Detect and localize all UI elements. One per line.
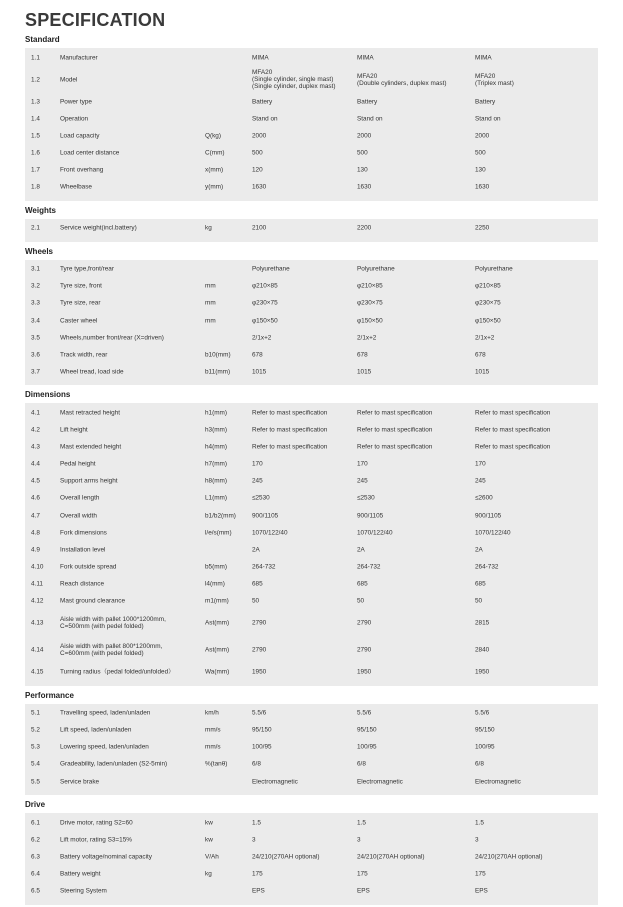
spec-value-model-3: 1630	[475, 183, 490, 191]
spec-row	[25, 49, 598, 66]
spec-value-model-1: 1015	[252, 368, 267, 376]
spec-value-model-3: EPS	[475, 887, 488, 895]
spec-row	[25, 127, 598, 144]
spec-value-model-1: 1950	[252, 668, 267, 676]
spec-value-model-2: 264-732	[357, 563, 381, 571]
spec-value-model-2: Refer to mast specification	[357, 409, 433, 417]
spec-sections	[25, 32, 598, 907]
spec-row	[25, 312, 598, 329]
spec-row-item: Mast retracted height	[60, 409, 121, 417]
spec-value-model-2: φ210×85	[357, 282, 383, 290]
spec-value-model-2: 3	[357, 836, 361, 844]
spec-value-model-3: Refer to mast specification	[475, 409, 551, 417]
spec-row-unit: %(tanθ)	[205, 760, 228, 768]
spec-value-model-3: 1950	[475, 668, 490, 676]
spec-value-model-1: 1070/122/40	[252, 529, 288, 537]
spec-row-item: Mast extended height	[60, 443, 122, 451]
spec-value-model-3: Refer to mast specification	[475, 426, 551, 434]
spec-value-model-2: φ150×50	[357, 316, 383, 324]
spec-value-model-3: Stand on	[475, 115, 501, 123]
spec-row-item: Load center distance	[60, 149, 120, 157]
spec-value-model-1: 1.5	[252, 819, 261, 827]
spec-value-model-2: MIMA	[357, 53, 374, 61]
spec-value-model-1: 2790	[252, 646, 267, 654]
spec-value-model-2: 2A	[357, 546, 365, 554]
spec-row-number: 1.4	[31, 115, 40, 123]
spec-row-number: 4.8	[31, 529, 40, 537]
spec-row-item: Fork dimensions	[60, 529, 107, 537]
spec-row-item: Power type	[60, 98, 92, 106]
spec-row-number: 1.8	[31, 183, 40, 191]
spec-row-number: 3.5	[31, 334, 40, 342]
spec-row-number: 4.9	[31, 546, 40, 554]
section-heading-performance: Performance	[25, 690, 74, 700]
page-title: SPECIFICATION	[25, 10, 166, 30]
spec-value-model-3: 5.5/6	[475, 709, 490, 717]
spec-row-number: 3.4	[31, 316, 40, 324]
spec-row-number: 3.2	[31, 282, 40, 290]
spec-value-model-1: 100/95	[252, 743, 272, 751]
spec-value-model-1: 175	[252, 870, 263, 878]
spec-value-model-3: 6/8	[475, 760, 484, 768]
spec-row-number: 3.7	[31, 368, 40, 376]
spec-value-model-2: 2200	[357, 224, 372, 232]
section-heading-weights: Weights	[25, 205, 56, 215]
spec-row	[25, 295, 598, 312]
spec-value-model-1: 685	[252, 580, 263, 588]
spec-value-model-2: Refer to mast specification	[357, 443, 433, 451]
spec-value-model-3: 1.5	[475, 819, 484, 827]
spec-row-unit: b11(mm)	[205, 368, 231, 376]
spec-row-item: Battery weight	[60, 870, 101, 878]
spec-row-item: Tyre size, rear	[60, 299, 101, 307]
spec-value-model-3: 24/210(270AH optional)	[475, 853, 543, 861]
spec-value-model-2: 678	[357, 351, 368, 359]
spec-value-model-1: 500	[252, 149, 263, 157]
spec-value-model-3: 2A	[475, 546, 483, 554]
section-table-weights	[25, 219, 598, 242]
spec-value-model-3: 678	[475, 351, 486, 359]
spec-row-item: Wheelbase	[60, 183, 92, 191]
spec-value-model-3: φ230×75	[475, 299, 501, 307]
spec-value-model-3: 500	[475, 149, 486, 157]
spec-value-model-1: φ210×85	[252, 282, 278, 290]
spec-row	[25, 739, 598, 756]
spec-row-item: Steering System	[60, 887, 107, 895]
spec-row-item: Reach distance	[60, 580, 105, 588]
spec-value-model-1: Refer to mast specification	[252, 409, 328, 417]
spec-value-model-2: 2790	[357, 646, 372, 654]
spec-row-number: 1.3	[31, 98, 40, 106]
spec-row-unit: b5(mm)	[205, 563, 228, 571]
spec-row-unit: Ast(mm)	[205, 619, 230, 627]
spec-value-model-1: Stand on	[252, 115, 278, 123]
spec-row	[25, 179, 598, 196]
spec-value-model-1: Refer to mast specification	[252, 443, 328, 451]
spec-value-model-2: 100/95	[357, 743, 377, 751]
spec-row-item: Track width, rear	[60, 351, 108, 359]
spec-value-model-2: 130	[357, 166, 368, 174]
spec-row	[25, 439, 598, 456]
spec-row-number: 3.6	[31, 351, 40, 359]
spec-value-model-1: 50	[252, 597, 260, 605]
spec-value-model-3: MFA20 (Triplex mast)	[475, 72, 514, 87]
spec-row-number: 4.6	[31, 494, 40, 502]
spec-row-unit: h8(mm)	[205, 477, 228, 485]
spec-row-number: 4.15	[31, 668, 44, 676]
spec-row	[25, 220, 598, 237]
spec-value-model-1: Electromagnetic	[252, 777, 298, 785]
spec-row	[25, 575, 598, 592]
spec-value-model-3: 2840	[475, 646, 490, 654]
spec-value-model-3: 245	[475, 477, 486, 485]
spec-value-model-3: Electromagnetic	[475, 777, 521, 785]
spec-value-model-2: 24/210(270AH optional)	[357, 853, 425, 861]
spec-row-item: Battery voltage/nominal capacity	[60, 853, 153, 861]
spec-row	[25, 93, 598, 110]
spec-row-unit: Wa(mm)	[205, 668, 230, 676]
spec-row-number: 1.2	[31, 75, 40, 83]
section-table-performance	[25, 704, 598, 795]
spec-value-model-3: ≤2600	[475, 494, 493, 502]
spec-row-number: 5.5	[31, 777, 40, 785]
spec-value-model-2: 95/150	[357, 726, 377, 734]
spec-row	[25, 507, 598, 524]
spec-row-item: Overall length	[60, 494, 100, 502]
spec-row-number: 5.1	[31, 709, 40, 717]
spec-value-model-2: 500	[357, 149, 368, 157]
spec-row-number: 5.2	[31, 726, 40, 734]
spec-row	[25, 722, 598, 739]
spec-row-unit: h7(mm)	[205, 460, 228, 468]
spec-row-item: Installation level	[60, 546, 106, 554]
spec-row-item: Service weight(incl.battery)	[60, 224, 137, 232]
section-table-drive	[25, 813, 598, 904]
spec-value-model-1: 1630	[252, 183, 267, 191]
spec-value-model-2: 1630	[357, 183, 372, 191]
spec-row-number: 4.14	[31, 646, 44, 654]
spec-row-number: 5.3	[31, 743, 40, 751]
spec-row	[25, 610, 598, 637]
spec-row-unit: x(mm)	[205, 166, 224, 174]
spec-row-item: Travelling speed, laden/unladen	[60, 709, 151, 717]
spec-row-number: 4.10	[31, 563, 44, 571]
spec-value-model-3: 100/95	[475, 743, 495, 751]
spec-row-item: Lowering speed, laden/unladen	[60, 743, 149, 751]
spec-row	[25, 456, 598, 473]
spec-value-model-2: 1.5	[357, 819, 366, 827]
spec-value-model-3: φ210×85	[475, 282, 501, 290]
spec-row-unit: mm/s	[205, 726, 221, 734]
spec-row	[25, 814, 598, 831]
spec-value-model-2: Electromagnetic	[357, 777, 403, 785]
spec-row-number: 2.1	[31, 224, 40, 232]
spec-row-item: Operation	[60, 115, 89, 123]
spec-value-model-2: 1950	[357, 668, 372, 676]
spec-row-unit: Q(kg)	[205, 132, 221, 140]
spec-row-item: Fork outside spread	[60, 563, 117, 571]
spec-row-item: Turning radius（pedal folded/unfolded）	[60, 668, 175, 676]
spec-value-model-2: 2000	[357, 132, 372, 140]
spec-row-unit: kg	[205, 224, 212, 232]
spec-row-unit: h4(mm)	[205, 443, 228, 451]
spec-value-model-2: 2/1x+2	[357, 334, 377, 342]
spec-value-model-3: 170	[475, 460, 486, 468]
spec-value-model-1: EPS	[252, 887, 265, 895]
spec-value-model-1: 264-732	[252, 563, 276, 571]
spec-value-model-3: 1070/122/40	[475, 529, 511, 537]
spec-row-item: Aisle width with pallet 800*1200mm, C=600mm (with pedel folded)	[60, 642, 163, 658]
spec-row	[25, 524, 598, 541]
spec-value-model-3: 1015	[475, 368, 490, 376]
spec-value-model-1: MFA20 (Single cylinder, single mast) (Single cylinder, duplex mast)	[252, 68, 336, 91]
spec-value-model-1: 95/150	[252, 726, 272, 734]
spec-value-model-2: 6/8	[357, 760, 366, 768]
spec-row-unit: mm	[205, 282, 216, 290]
spec-value-model-2: 900/1105	[357, 511, 384, 519]
spec-value-model-1: Battery	[252, 98, 273, 106]
spec-row-number: 4.3	[31, 443, 40, 451]
spec-row-item: Aisle width with pallet 1000*1200mm, C=500mm (with pedel folded)	[60, 615, 166, 631]
spec-value-model-1: 2790	[252, 619, 267, 627]
spec-value-model-3: 900/1105	[475, 511, 502, 519]
spec-value-model-1: Polyurethane	[252, 265, 290, 273]
section-table-standard	[25, 48, 598, 201]
spec-row-number: 6.1	[31, 819, 40, 827]
spec-row-unit: kg	[205, 870, 212, 878]
spec-row	[25, 404, 598, 421]
spec-row	[25, 705, 598, 722]
spec-row-number: 4.12	[31, 597, 44, 605]
spec-row	[25, 278, 598, 295]
spec-value-model-1: 2100	[252, 224, 267, 232]
spec-value-model-1: Refer to mast specification	[252, 426, 328, 434]
spec-row-number: 6.2	[31, 836, 40, 844]
spec-value-model-3: 50	[475, 597, 483, 605]
spec-value-model-2: EPS	[357, 887, 370, 895]
spec-value-model-3: Battery	[475, 98, 496, 106]
spec-value-model-2: Polyurethane	[357, 265, 395, 273]
spec-row-number: 4.13	[31, 619, 44, 627]
spec-row	[25, 66, 598, 93]
spec-row-unit: m1(mm)	[205, 597, 229, 605]
spec-row	[25, 144, 598, 161]
spec-value-model-1: MIMA	[252, 53, 269, 61]
spec-row-item: Wheel tread, load side	[60, 368, 124, 376]
spec-row-item: Lift motor, rating S3=15%	[60, 836, 132, 844]
spec-row	[25, 773, 598, 790]
spec-value-model-3: 2250	[475, 224, 490, 232]
spec-row-number: 1.7	[31, 166, 40, 174]
spec-row	[25, 329, 598, 346]
spec-row	[25, 422, 598, 439]
spec-row	[25, 831, 598, 848]
spec-row-number: 1.5	[31, 132, 40, 140]
spec-row-unit: l/e/s(mm)	[205, 529, 232, 537]
spec-row	[25, 882, 598, 899]
spec-row-unit: Ast(mm)	[205, 646, 230, 654]
spec-row	[25, 664, 598, 681]
spec-row	[25, 473, 598, 490]
spec-value-model-3: 685	[475, 580, 486, 588]
spec-value-model-1: 2A	[252, 546, 260, 554]
spec-row-item: Support arms height	[60, 477, 118, 485]
spec-row-unit: mm	[205, 316, 216, 324]
spec-value-model-2: Battery	[357, 98, 378, 106]
spec-row	[25, 637, 598, 664]
spec-row-item: Gradeability, laden/unladen (S2-5min)	[60, 760, 168, 768]
spec-value-model-1: 678	[252, 351, 263, 359]
section-heading-wheels: Wheels	[25, 246, 54, 256]
section-heading-standard: Standard	[25, 35, 60, 44]
section-heading-drive: Drive	[25, 800, 46, 810]
spec-value-model-3: 2000	[475, 132, 490, 140]
spec-value-model-1: 3	[252, 836, 256, 844]
spec-row-number: 4.5	[31, 477, 40, 485]
spec-row	[25, 363, 598, 380]
spec-row-item: Lift speed, laden/unladen	[60, 726, 132, 734]
spec-row-unit: y(mm)	[205, 183, 224, 191]
spec-row-unit: b10(mm)	[205, 351, 231, 359]
spec-row-item: Drive motor, rating S2=60	[60, 819, 133, 827]
spec-row	[25, 865, 598, 882]
spec-value-model-3: 3	[475, 836, 479, 844]
spec-row-number: 4.4	[31, 460, 40, 468]
spec-row-number: 6.4	[31, 870, 40, 878]
spec-row-number: 1.1	[31, 53, 40, 61]
spec-value-model-2: MFA20 (Double cylinders, duplex mast)	[357, 72, 447, 87]
spec-value-model-1: 120	[252, 166, 263, 174]
spec-row-item: Wheels,number front/rear (X=driven)	[60, 334, 164, 342]
spec-value-model-1: 6/8	[252, 760, 261, 768]
spec-value-model-3: 130	[475, 166, 486, 174]
spec-row-item: Tyre type,front/rear	[60, 265, 114, 273]
spec-value-model-1: 170	[252, 460, 263, 468]
spec-row-item: Overall width	[60, 511, 97, 519]
spec-row-item: Service brake	[60, 777, 100, 785]
spec-value-model-2: 50	[357, 597, 365, 605]
spec-value-model-3: MIMA	[475, 53, 492, 61]
spec-value-model-1: 900/1105	[252, 511, 279, 519]
section-table-dimensions	[25, 403, 598, 685]
spec-row	[25, 756, 598, 773]
spec-row-item: Model	[60, 75, 78, 83]
spec-row-number: 3.3	[31, 299, 40, 307]
spec-row-number: 6.3	[31, 853, 40, 861]
spec-value-model-3: 2815	[475, 619, 490, 627]
section-table-wheels	[25, 260, 598, 386]
spec-row	[25, 848, 598, 865]
spec-value-model-2: ≤2530	[357, 494, 375, 502]
spec-row-number: 4.2	[31, 426, 40, 434]
spec-row-item: Caster wheel	[60, 316, 98, 324]
spec-row-item: Front overhang	[60, 166, 104, 174]
spec-value-model-3: 175	[475, 870, 486, 878]
spec-row	[25, 110, 598, 127]
spec-value-model-1: 245	[252, 477, 263, 485]
spec-value-model-2: φ230×75	[357, 299, 383, 307]
spec-value-model-3: Refer to mast specification	[475, 443, 551, 451]
spec-value-model-1: 24/210(270AH optional)	[252, 853, 320, 861]
spec-row	[25, 490, 598, 507]
spec-row	[25, 161, 598, 178]
spec-value-model-2: Refer to mast specification	[357, 426, 433, 434]
spec-value-model-1: φ230×75	[252, 299, 278, 307]
spec-value-model-2: 170	[357, 460, 368, 468]
spec-row-unit: b1/b2(mm)	[205, 511, 236, 519]
spec-value-model-1: ≤2530	[252, 494, 270, 502]
spec-row	[25, 592, 598, 609]
spec-row-number: 5.4	[31, 760, 40, 768]
spec-row-number: 3.1	[31, 265, 40, 273]
spec-row-item: Mast ground clearance	[60, 597, 126, 605]
spec-value-model-3: 95/150	[475, 726, 495, 734]
spec-value-model-2: 1015	[357, 368, 372, 376]
spec-value-model-2: 685	[357, 580, 368, 588]
spec-row-number: 1.6	[31, 149, 40, 157]
spec-row-unit: h3(mm)	[205, 426, 228, 434]
spec-value-model-2: 175	[357, 870, 368, 878]
spec-row-unit: mm/s	[205, 743, 221, 751]
spec-row-number: 4.1	[31, 409, 40, 417]
spec-row-number: 6.5	[31, 887, 40, 895]
spec-row-item: Manufacturer	[60, 53, 98, 61]
spec-row-item: Load capacity	[60, 132, 100, 140]
spec-row-unit: L1(mm)	[205, 494, 228, 502]
spec-row-item: Tyre size, front	[60, 282, 102, 290]
spec-row	[25, 261, 598, 278]
spec-value-model-2: 1070/122/40	[357, 529, 393, 537]
spec-row-unit: kw	[205, 819, 213, 827]
spec-value-model-1: 5.5/6	[252, 709, 267, 717]
spec-row	[25, 541, 598, 558]
spec-row	[25, 346, 598, 363]
spec-value-model-3: Polyurethane	[475, 265, 513, 273]
spec-row-unit: h1(mm)	[205, 409, 228, 417]
spec-value-model-2: 5.5/6	[357, 709, 372, 717]
spec-value-model-1: 2/1x+2	[252, 334, 272, 342]
spec-value-model-2: 2790	[357, 619, 372, 627]
spec-row-number: 4.7	[31, 511, 40, 519]
spec-row-number: 4.11	[31, 580, 43, 588]
spec-value-model-2: 245	[357, 477, 368, 485]
spec-value-model-3: 264-732	[475, 563, 499, 571]
spec-value-model-1: 2000	[252, 132, 267, 140]
spec-value-model-1: φ150×50	[252, 316, 278, 324]
spec-row-item: Pedal height	[60, 460, 96, 468]
spec-value-model-3: φ150×50	[475, 316, 501, 324]
spec-row	[25, 558, 598, 575]
spec-row-unit: kw	[205, 836, 213, 844]
spec-row-unit: V/Ah	[205, 853, 219, 861]
spec-row-unit: C(mm)	[205, 149, 225, 157]
section-heading-dimensions: Dimensions	[25, 390, 71, 400]
spec-value-model-2: Stand on	[357, 115, 383, 123]
spec-row-unit: l4(mm)	[205, 580, 225, 588]
spec-row-unit: mm	[205, 299, 216, 307]
spec-row-item: Lift height	[60, 426, 88, 434]
spec-row-unit: km/h	[205, 709, 219, 717]
spec-value-model-3: 2/1x+2	[475, 334, 495, 342]
